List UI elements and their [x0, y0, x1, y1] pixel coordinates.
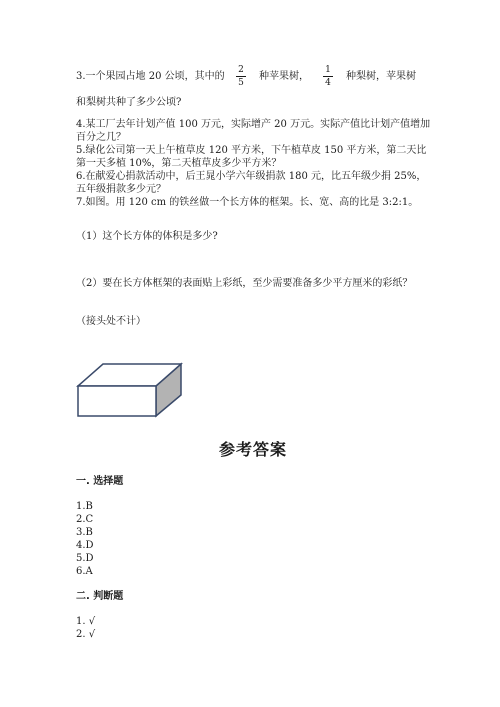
q3-fraction-1: [236, 65, 246, 88]
q6-text-line2: 五年级捐款多少元？: [76, 184, 166, 195]
answer-item: 5.D: [76, 553, 94, 564]
fraction-bar: [323, 76, 333, 77]
q7-note: （接头处不计）: [76, 316, 146, 327]
q7-text-line1: 7.如图。用 120 cm 的铁丝做一个长方体的框架。长、宽、高的比是 3:2:1。: [76, 197, 419, 208]
q7-subquestion-2: （2）要在长方体框架的表面贴上彩纸，至少需要准备多少平方厘米的彩纸？: [76, 278, 413, 289]
q5-text-line1: 5.绿化公司第一天上午植草皮 120 平方米，下午植草皮 150 平方米，第二天比: [76, 145, 427, 156]
q3-text-line2: 和梨树共种了多少公顷?: [76, 97, 182, 108]
q3-text-part2: 种苹果树，: [259, 71, 309, 82]
cuboid-figure: [70, 358, 190, 420]
q3-text-part1: 3.一个果园占地 20 公顷，其中的: [76, 71, 225, 82]
answer-item: 4.D: [76, 540, 94, 551]
q3-fraction-1-denominator: 5: [238, 78, 244, 88]
q5-text-line2: 第一天多植 10%，第二天植草皮多少平方米？: [76, 158, 282, 169]
section-heading-choice: 一. 选择题: [76, 476, 124, 487]
q4-text-line2: 百分之几？: [76, 132, 126, 143]
answers-title: 参考答案: [219, 440, 288, 459]
answer-item: 2. √: [76, 629, 96, 640]
q3-fraction-2: [323, 65, 333, 88]
cuboid-front-face: [78, 386, 156, 416]
answer-item: 1. √: [76, 616, 96, 627]
q6-text-line1: 6.在献爱心捐款活动中，后王晁小学六年级捐款 180 元，比五年级少捐 25%，: [76, 171, 427, 182]
answer-item: 3.B: [76, 527, 93, 538]
q4-text-line1: 4.某工厂去年计划产值 100 万元，实际增产 20 万元。实际产值比计划产值增加: [76, 119, 431, 130]
section-heading-judge: 二. 判断题: [76, 591, 124, 602]
q3-fraction-2-denominator: 4: [325, 78, 331, 88]
answer-item: 6.A: [76, 566, 93, 577]
q3-fraction-2-numerator: 1: [325, 65, 331, 75]
answer-item: 1.B: [76, 501, 93, 512]
fraction-bar: [236, 76, 246, 77]
q3-fraction-1-numerator: 2: [238, 65, 244, 75]
q3-text-part3: 种梨树，苹果树: [346, 71, 416, 82]
answer-item: 2.C: [76, 514, 94, 525]
q7-subquestion-1: （1）这个长方体的体积是多少?: [76, 231, 218, 242]
